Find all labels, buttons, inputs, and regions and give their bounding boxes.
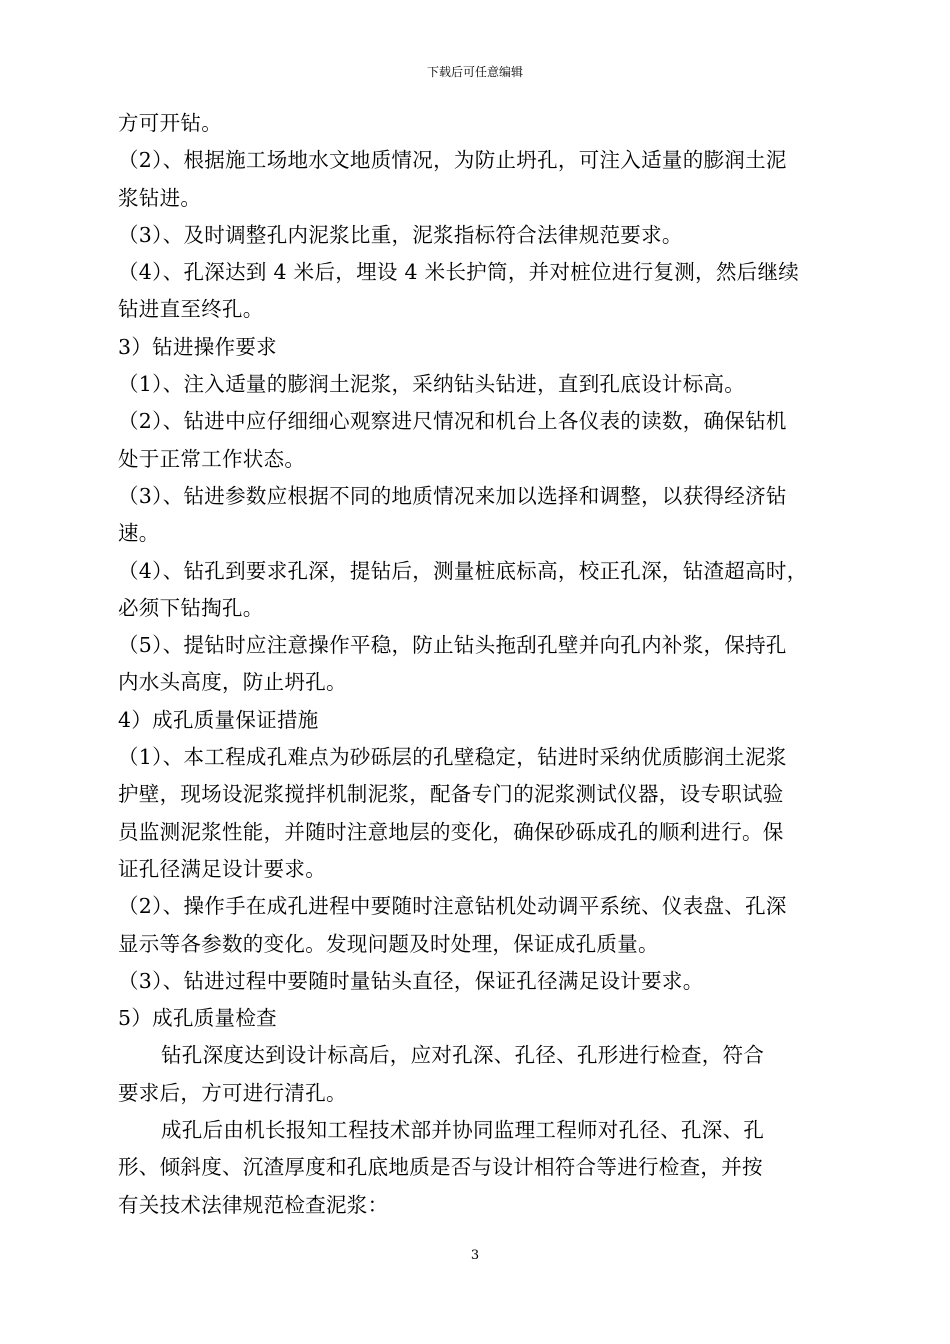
text-line: 4）成孔质量保证措施	[118, 707, 319, 732]
document-body	[118, 105, 858, 1224]
text-line: （3）、钻进参数应根据不同的地质情况来加以选择和调整，以获得经济钻	[118, 483, 787, 508]
text-line: （4）、钻孔到要求孔深，提钻后，测量桩底标高，校正孔深，钻渣超高时，	[118, 558, 808, 583]
text-line: 成孔后由机长报知工程技术部并协同监理工程师对孔径、孔深、孔	[161, 1118, 765, 1143]
text-line: 形、倾斜度、沉渣厚度和孔底地质是否与设计相符合等进行检查，并按	[118, 1155, 763, 1180]
text-line: （2）、钻进中应仔细细心观察进尺情况和机台上各仪表的读数，确保钻机	[118, 409, 787, 434]
text-line: 速。	[118, 521, 160, 546]
text-line: 有关技术法律规范检查泥浆：	[118, 1192, 389, 1217]
text-line: （2）、操作手在成孔进程中要随时注意钻机处动调平系统、仪表盘、孔深	[118, 894, 787, 919]
text-line: 处于正常工作状态。	[118, 446, 306, 471]
text-line: 员监测泥浆性能，并随时注意地层的变化，确保砂砾成孔的顺利进行。保	[118, 819, 784, 844]
text-line: （1）、本工程成孔难点为砂砾层的孔壁稳定，钻进时采纳优质膨润土泥浆	[118, 745, 787, 770]
text-line: 5）成孔质量检查	[118, 1006, 277, 1031]
text-line: 内水头高度，防止坍孔。	[118, 670, 347, 695]
text-line: （5）、提钻时应注意操作平稳，防止钻头拖刮孔壁并向孔内补浆，保持孔	[118, 633, 787, 658]
text-line: 要求后，方可进行清孔。	[118, 1080, 347, 1105]
text-line: （3）、钻进过程中要随时量钻头直径，保证孔径满足设计要求。	[118, 968, 704, 993]
text-line: 钻进直至终孔。	[118, 297, 264, 322]
text-line: （2）、根据施工场地水文地质情况，为防止坍孔，可注入适量的膨润土泥	[118, 148, 787, 173]
text-line: 证孔径满足设计要求。	[118, 856, 326, 881]
text-line: 必须下钻掏孔。	[118, 595, 264, 620]
text-line: 钻孔深度达到设计标高后，应对孔深、孔径、孔形进行检查，符合	[161, 1043, 765, 1068]
text-line: （4）、孔深达到 4 米后，埋设 4 米长护筒，并对桩位进行复测，然后继续	[118, 260, 800, 285]
text-line: 护壁，现场设泥浆搅拌机制泥浆，配备专门的泥浆测试仪器，设专职试验	[118, 782, 784, 807]
text-line: 浆钻进。	[118, 185, 202, 210]
text-line: 显示等各参数的变化。发现问题及时处理，保证成孔质量。	[118, 931, 659, 956]
text-line: 方可开钻。	[118, 111, 222, 135]
page-header: 下载后可任意编辑	[426, 65, 523, 79]
page-number: 3	[470, 1248, 480, 1263]
text-line: （1）、注入适量的膨润土泥浆，采纳钻头钻进，直到孔底设计标高。	[118, 372, 746, 397]
text-line: 3）钻进操作要求	[118, 334, 277, 359]
text-line: （3）、及时调整孔内泥浆比重，泥浆指标符合法律规范要求。	[118, 222, 683, 247]
